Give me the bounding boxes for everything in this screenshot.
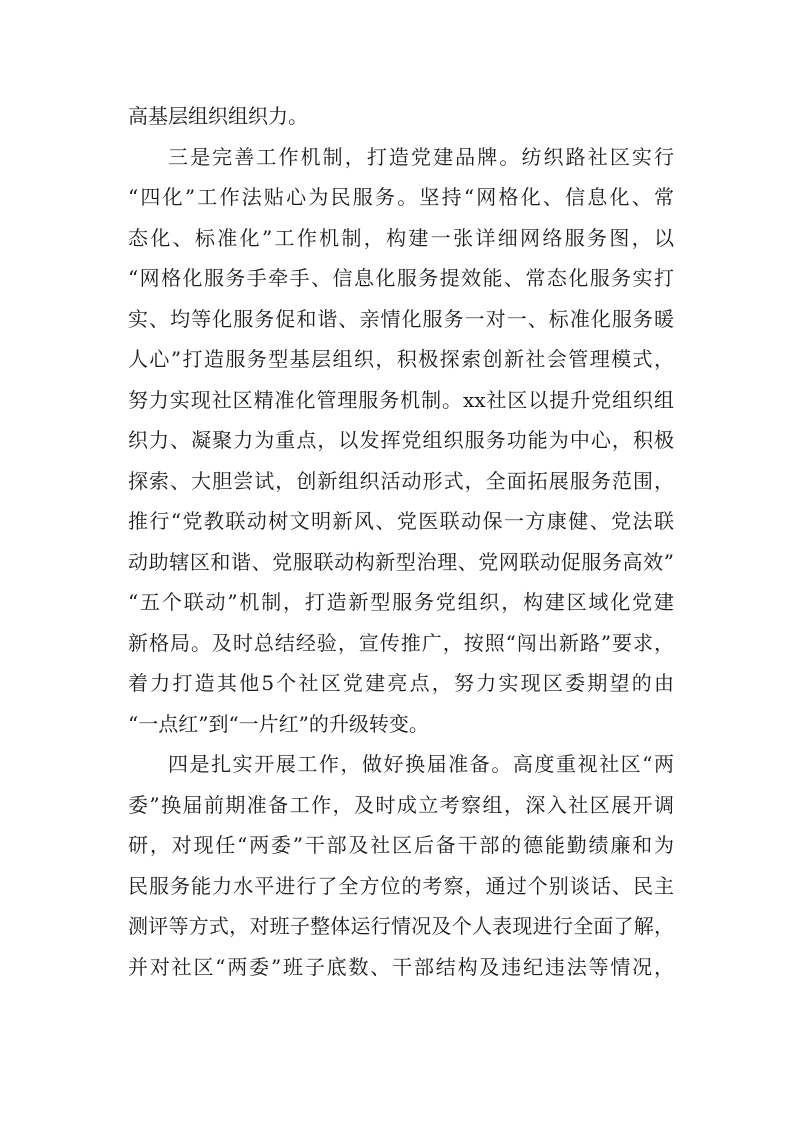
text-line: 努力实现社区精准化管理服务机制。xx社区以提升党组织组 <box>128 387 674 412</box>
text-line: 动助辖区和谐、党服联动构新型治理、党网联动促服务高效” <box>128 549 674 574</box>
text-line: “网格化服务手牵手、信息化服务提效能、常态化服务实打 <box>128 266 674 290</box>
text-line: 人心”打造服务型基层组织，积极探索创新社会管理模式， <box>128 347 674 371</box>
text-line: 研，对现任“两委”干部及社区后备干部的德能勤绩廉和为 <box>128 833 674 857</box>
text-line: 探索、大胆尝试，创新组织活动形式，全面拓展服务范围， <box>128 468 674 493</box>
text-line: 测评等方式，对班子整体运行情况及个人表现进行全面了解， <box>128 914 674 938</box>
text-line: 并对社区“两委”班子底数、干部结构及违纪违法等情况， <box>128 954 674 979</box>
body-text <box>128 96 674 987</box>
text-line: 民服务能力水平进行了全方位的考察，通过个别谈话、民主 <box>128 873 674 898</box>
text-line: 织力、凝聚力为重点，以发挥党组织服务功能为中心，积极 <box>128 428 674 452</box>
text-line: 委”换届前期准备工作，及时成立考察组，深入社区展开调 <box>128 792 674 817</box>
text-line: 态化、标准化”工作机制，构建一张详细网络服务图，以 <box>128 225 674 250</box>
text-line: 新格局。及时总结经验，宣传推广，按照“闯出新路”要求， <box>128 630 674 655</box>
paragraph-start-line: 四是扎实开展工作，做好换届准备。高度重视社区“两 <box>168 752 674 776</box>
text-line: 推行“党教联动树文明新风、党医联动保一方康健、党法联 <box>128 509 674 533</box>
text-line: “一点红”到“一片红”的升级转变。 <box>128 711 429 736</box>
text-line: 高基层组织组织力。 <box>128 104 308 128</box>
text-line: “五个联动”机制，打造新型服务党组织，构建区域化党建 <box>128 590 674 614</box>
paragraph-start-line: 三是完善工作机制，打造党建品牌。纺织路社区实行 <box>168 144 674 169</box>
text-line: 着力打造其他5个社区党建亮点，努力实现区委期望的由 <box>128 671 674 695</box>
text-line: 实、均等化服务促和谐、亲情化服务一对一、标准化服务暖 <box>128 306 674 331</box>
text-line: “四化”工作法贴心为民服务。坚持“网格化、信息化、常 <box>128 185 674 209</box>
